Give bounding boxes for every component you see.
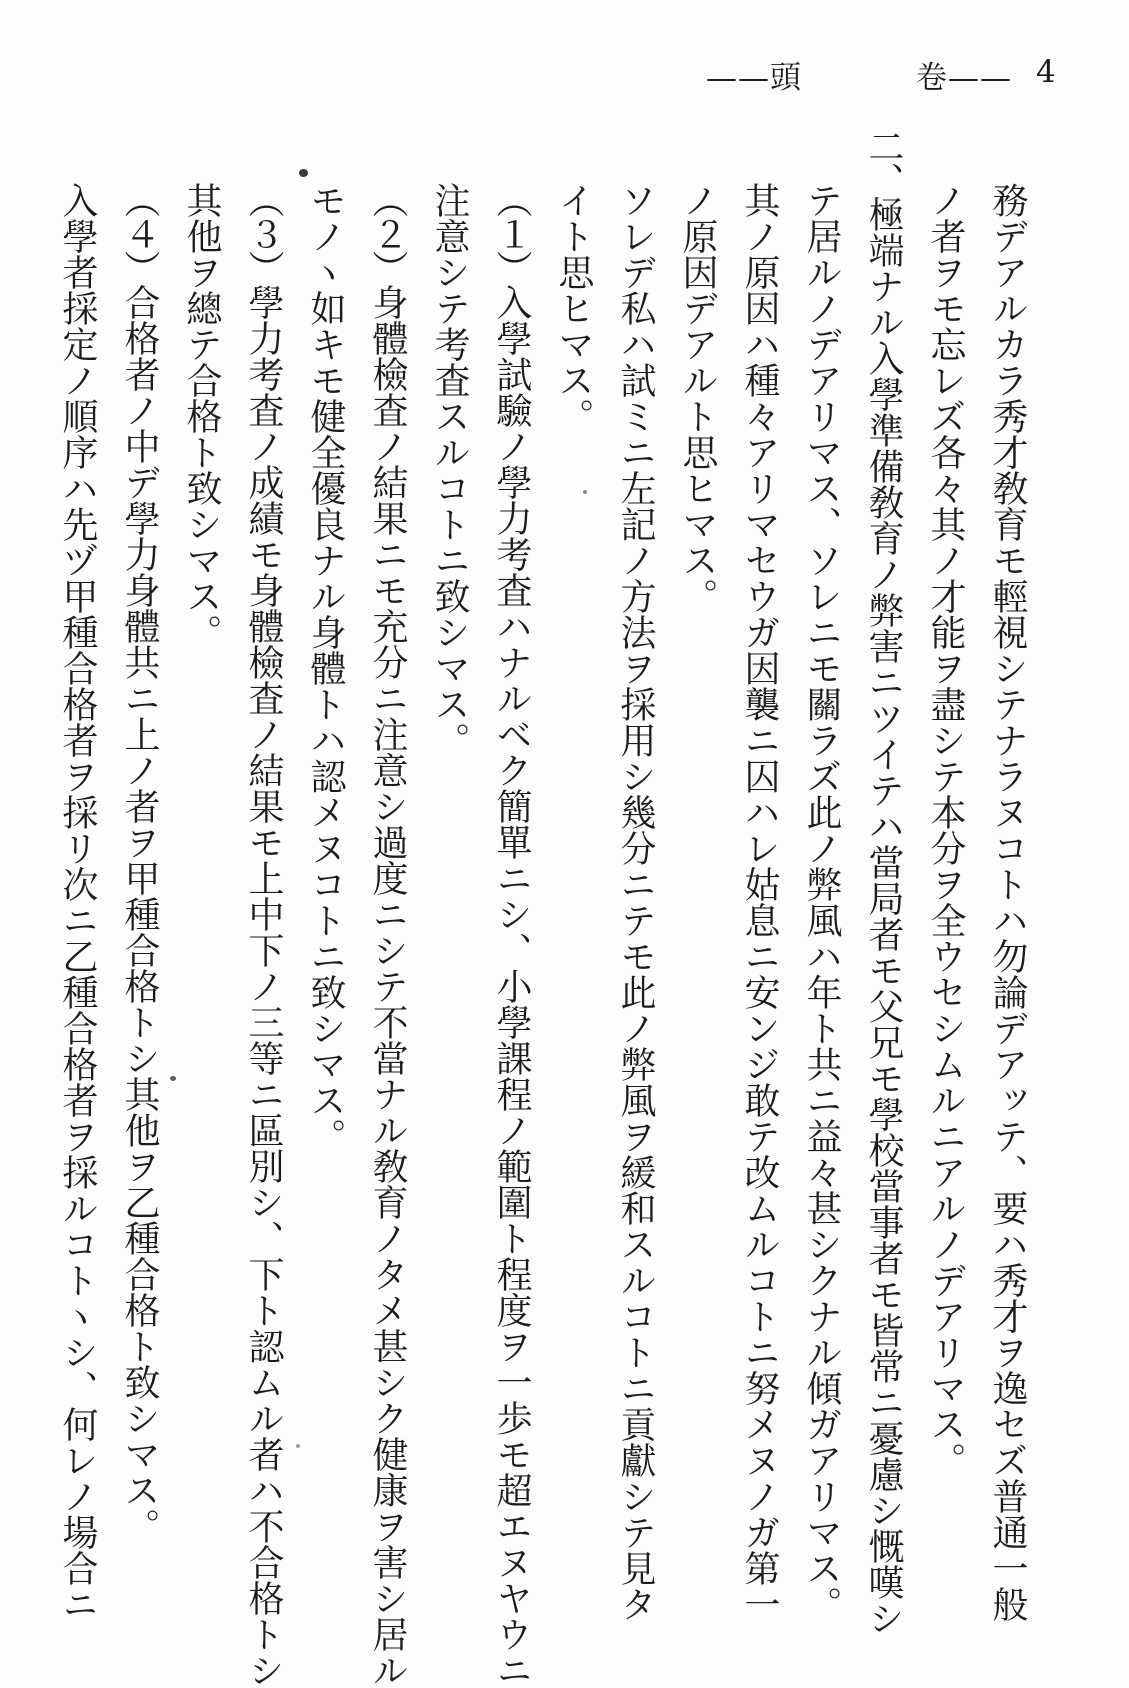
section-number: 二、 — [863, 128, 904, 196]
text-line-item-2 — [356, 128, 418, 1688]
text-line — [542, 128, 604, 1662]
item-number: （１） — [491, 182, 532, 284]
text-line-item-3 — [232, 128, 294, 1688]
line-text: ソレデ私ハ試ミニ左記ノ方法ヲ採用シ幾分ニテモ此ノ弊風ヲ緩和スルコトニ貢獻シテ見タ — [615, 182, 656, 1622]
scan-speck — [583, 490, 587, 494]
text-line — [976, 128, 1038, 1662]
text-line — [170, 128, 232, 1662]
item-number: （３） — [243, 182, 284, 284]
line-text: 合格者ノ中デ學力身體共ニ上ノ者ヲ甲種合格トシ其他ヲ乙種合格ト致シマス。 — [119, 284, 160, 1544]
line-text: ノ原因デアルト思ヒマス。 — [677, 182, 718, 614]
text-line — [604, 128, 666, 1662]
text-line — [294, 128, 356, 1662]
scan-speck — [170, 1076, 176, 1081]
text-line — [790, 128, 852, 1662]
text-block — [46, 128, 1038, 1688]
text-line-item-4 — [108, 128, 170, 1662]
line-text: 務デアルカラ秀才敎育モ輕視シテナラヌコトハ勿論デアッテ、要ハ秀才ヲ逸セズ普通一般 — [987, 182, 1028, 1622]
text-line — [666, 128, 728, 1662]
text-line — [46, 128, 108, 1662]
text-line-section-2 — [852, 128, 914, 1662]
item-number: （２） — [367, 182, 408, 284]
running-head-title-left: ——頭 — [706, 60, 802, 96]
text-line — [728, 128, 790, 1662]
text-line — [914, 128, 976, 1662]
running-head-title-right: 卷—— — [916, 60, 1012, 96]
text-line — [418, 128, 480, 1662]
line-text: 極端ナル入學準備敎育ノ弊害ニツイテハ當局者モ父兄モ學校當事者モ皆常ニ憂慮シ慨嘆シ — [863, 196, 904, 1636]
line-text: イト思ヒマス。 — [553, 182, 594, 434]
line-text: テ居ルノデアリマス、ソレニモ關ラズ此ノ弊風ハ年ト共ニ益々甚シクナル傾ガアリマス。 — [801, 182, 842, 1622]
line-text: 其他ヲ總テ合格ト致シマス。 — [181, 182, 222, 650]
line-text: 注意シテ考査スルコトニ致シマス。 — [429, 182, 470, 758]
line-text: ノ者ヲモ忘レズ各々其ノ才能ヲ盡シテ本分ヲ全ウセシムルニアルノデアリマス。 — [925, 182, 966, 1478]
scan-speck — [299, 169, 308, 177]
text-line-item-1 — [480, 128, 542, 1688]
line-text: 入學者採定ノ順序ハ先ヅ甲種合格者ヲ採リ次ニ乙種合格者ヲ採ルコトヽシ、何レノ場合ニ — [57, 182, 98, 1622]
line-text: 其ノ原因ハ種々アリマセウガ因襲ニ囚ハレ姑息ニ安ンジ敢テ改ムルコトニ努メヌノガ第一 — [739, 182, 780, 1622]
line-text: 入學試驗ノ學力考査ハナルベク簡單ニシ、小學課程ノ範圍ト程度ヲ一歩モ超エヌヤウニ — [491, 284, 532, 1688]
line-text: 學力考査ノ成績モ身體檢査ノ結果モ上中下ノ三等ニ區別シ、下ト認ムル者ハ不合格トシ — [243, 284, 284, 1688]
item-number: （４） — [119, 182, 160, 284]
line-text: モノヽ如キモ健全優良ナル身體トハ認メヌコトニ致シマス。 — [305, 182, 346, 1154]
page-number: 4 — [1036, 54, 1057, 90]
line-text: 身體檢査ノ結果ニモ充分ニ注意シ過度ニシテ不當ナル敎育ノタメ甚シク健康ヲ害シ居ル — [367, 284, 408, 1688]
scan-speck — [296, 1444, 300, 1448]
